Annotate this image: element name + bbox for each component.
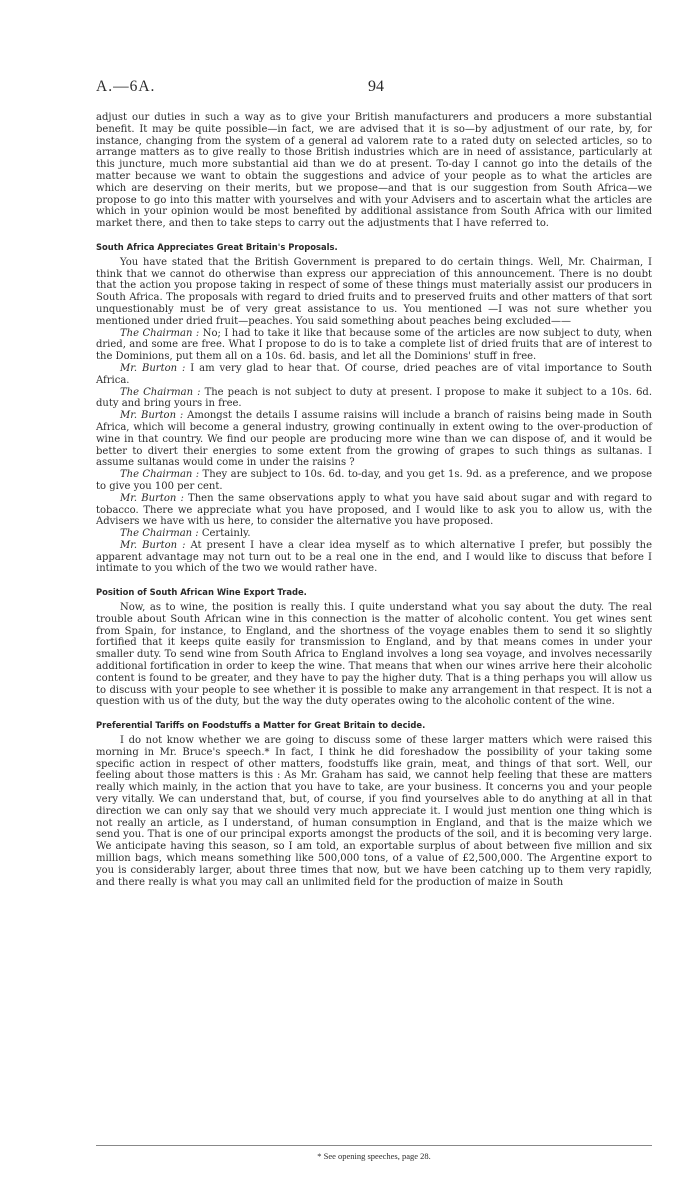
paragraph: Now, as to wine, the position is really this. I quite understand what you say about the duty. The real trouble about South African wine in this connection is the matter of alcoholic content. You get wines sent from Spain, for instance, to England, and the shortness of the voyage enables them to send it so slightly fortified that it keeps quite easily for transmission to England, and by that means comes in under your smaller duty. To send wine from South Africa to England involves a long sea voyage, and involves necessarily additional fortification in order to keep the wine. That means that when our wines arrive here their alcoholic content is found to be greater, and they have to pay the higher duty. That is a thing perhaps you will allow us to discuss with your people to see whether it is possible to make any arrangement in that respect. It is not a question with us of the duty, but the way the duty operates owing to the alcoholic content of the wine. — [96, 602, 652, 708]
dialogue-paragraph — [96, 387, 652, 411]
speaker-name: The Chairman : — [120, 528, 199, 540]
dialogue-text: No; I had to take it like that because some of the articles are now subject to duty, when dried, and some are free. What I propose to do is to take a complete list of dried fruits that are of interest to the Dominions, put them all on a 10s. 6d. basis, and let all the Dominions' stuff in free. — [96, 327, 653, 363]
dialogue-text: They are subject to 10s. 6d. to-day, and you get 1s. 9d. as a preference, and we propose to give you 100 per cent. — [96, 469, 653, 492]
section-heading: Position of South African Wine Export Trade. — [96, 587, 307, 598]
document-reference: A.—6A. — [96, 78, 156, 95]
dialogue-paragraph — [96, 469, 652, 493]
paragraph: You have stated that the British Government is prepared to do certain things. Well, Mr. Chairman, I think that we cannot do otherwise than express our appreciation of this announcement. There is no doubt that the action you propose taking in respect of some of these things must materially assist our producers in South Africa. The proposals with regard to dried fruits and to preserved fruits and other matters of that sort unquestionably must be of very great assistance to us. You mentioned —I was not sure whether you mentioned under dried fruit—peaches. You said something about peaches being excluded—— — [96, 256, 652, 327]
dialogue-text: The peach is not subject to duty at present. I propose to make it subject to a 10s. 6d. duty and bring yours in free. — [96, 386, 653, 410]
speaker-name: The Chairman : — [120, 327, 200, 339]
section-heading: Preferential Tariffs on Foodstuffs a Matter for Great Britain to decide. — [96, 720, 426, 731]
dialogue-text: At present I have a clear idea myself as to which alternative I prefer, but possibly the apparent advantage may not turn out to be a real one in the end, and I would like to discuss that before I intimate to you which of the two we would rather have. — [96, 539, 653, 575]
speaker-name: Mr. Burton : — [120, 492, 184, 504]
dialogue-paragraph — [96, 328, 652, 363]
speaker-name: The Chairman : — [120, 386, 201, 398]
speaker-name: Mr. Burton : — [120, 362, 186, 374]
page-number: 94 — [368, 78, 384, 95]
section-heading: South Africa Appreciates Great Britain's Proposals. — [96, 241, 338, 252]
speaker-name: The Chairman : — [120, 469, 200, 481]
dialogue-paragraph — [96, 528, 652, 540]
dialogue-paragraph — [96, 540, 652, 575]
dialogue-paragraph — [96, 493, 652, 528]
speaker-name: Mr. Burton : — [120, 539, 186, 551]
body-text — [96, 112, 652, 888]
speaker-name: Mr. Burton : — [120, 410, 184, 422]
dialogue-paragraph — [96, 363, 652, 387]
dialogue-text: I am very glad to hear that. Of course, dried peaches are of vital importance to South Africa. — [96, 362, 653, 386]
paragraph: I do not know whether we are going to discuss some of these larger matters which were raised this morning in Mr. Bruce's speech.* In fact, I think he did foreshadow the possibility of your taking some specific action in respect of other matters, foodstuffs like grain, meat, and things of that sort. Well, our feeling about those matters is this : As Mr. Graham has said, we cannot help feeling that these are matters really which mainly, in the action that you have to take, are your business. It concerns you and your people very vitally. We can understand that, but, of course, if you find yourselves able to do anything at all in that direction we can only say that we should very much appreciate it. I would just mention one thing which is not really an article, as I understand, of human consumption in England, and that is the maize which we send you. That is one of our principal exports amongst the products of the soil, and it is becoming very large. We anticipate having this season, so I am told, an exportable surplus of about between five million and six million bags, which means something like 500,000 tons, of a value of £2,500,000. The Argentine export to you is considerably larger, about three times that now, but we have been catching up to them very rapidly, and there really is what you may call an unlimited field for the production of maize in South — [96, 735, 652, 888]
paragraph: adjust our duties in such a way as to give your British manufacturers and producers a more substantial benefit. It may be quite possible—in fact, we are advised that it is so—by adjustment of our rate, by, for instance, changing from the system of a general ad valorem rate to a rated duty on selected articles, so to arrange matters as to give really to those British industries which are in need of assistance, particularly at this juncture, much more substantial aid than we do at present. To-day I cannot go into the details of the matter because we want to obtain the suggestions and advice of your people as to what the articles are which are deserving on their merits, but we propose—and that is our suggestion from South Africa—we propose to go into this matter with yourselves and with your Advisers and to ascertain what the articles are which in your opinion would be most benefited by additional assistance from South Africa with our limited market there, and then to take steps to carry out the adjustments that I have referred to. — [96, 112, 652, 230]
dialogue-paragraph — [96, 410, 652, 469]
dialogue-text: Certainly. — [198, 528, 251, 540]
footnote-divider — [96, 1145, 652, 1146]
dialogue-text: Amongst the details I assume raisins will include a branch of raisins being made in South Africa, which will become a general industry, growing continually in extent owing to the over-production of wine in that country. We find our people are producing more wine than we can dispose of, and it would be better to divert their energies to some extent from the growing of grapes to such things as sultanas. I assume sultanas would come in under the raisins ? — [96, 410, 652, 469]
footnote: * See opening speeches, page 28. — [317, 1151, 431, 1161]
dialogue-text: Then the same observations apply to what you have said about sugar and with regard to tobacco. There we appreciate what you have proposed, and I would like to ask you to allow us, with the Advisers we have with us here, to consider the alternative you have proposed. — [96, 492, 652, 528]
running-header — [96, 78, 652, 98]
